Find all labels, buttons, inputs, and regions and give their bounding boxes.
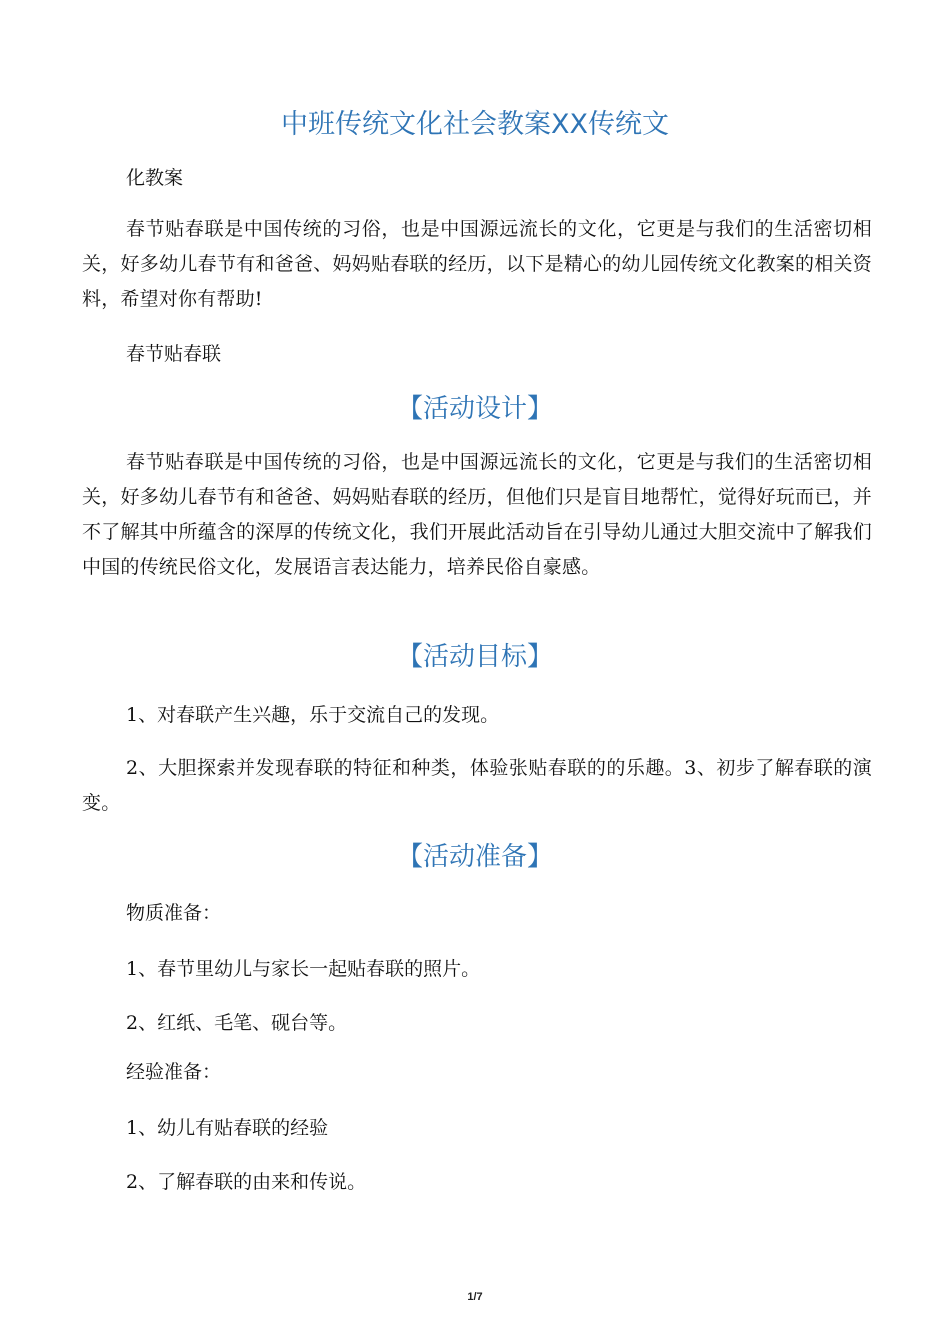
title-continuation: 化教案 bbox=[126, 167, 184, 189]
experience-prep-label: 经验准备： bbox=[126, 1061, 222, 1083]
goal-item-1: 1、对春联产生兴趣，乐于交流自己的发现。 bbox=[126, 704, 500, 726]
heading-activity-design: 【活动设计】 bbox=[396, 394, 553, 424]
material-item-2: 2、红纸、毛笔、砚台等。 bbox=[126, 1012, 348, 1034]
page-number: 1/7 bbox=[467, 1291, 483, 1303]
heading-activity-prep: 【活动准备】 bbox=[396, 842, 553, 872]
material-prep-label: 物质准备： bbox=[126, 902, 222, 924]
intro-paragraph: 春节贴春联是中国传统的习俗，也是中国源远流长的文化，它更是与我们的生活密切相关，好多幼儿春节有和爸爸、妈妈贴春联的经历，以下是精心的幼儿园传统文化教案的相关资料，希望对你有帮助! bbox=[82, 218, 872, 310]
experience-item-2: 2、了解春联的由来和传说。 bbox=[126, 1171, 367, 1193]
design-paragraph: 春节贴春联是中国传统的习俗，也是中国源远流长的文化，它更是与我们的生活密切相关，好多幼儿春节有和爸爸、妈妈贴春联的经历，但他们只是盲目地帮忙，觉得好玩而已，并不了解其中所蕴含的深厚的传统文化，我们开展此活动旨在引导幼儿通过大胆交流中了解我们中国的传统民俗文化，发展语言表达能力，培养民俗自豪感。 bbox=[82, 451, 872, 578]
document-title: 中班传统文化社会教案XX传统文 bbox=[281, 109, 669, 140]
material-item-1: 1、春节里幼儿与家长一起贴春联的照片。 bbox=[126, 958, 481, 980]
experience-item-1: 1、幼儿有贴春联的经验 bbox=[126, 1117, 329, 1139]
subtitle: 春节贴春联 bbox=[126, 343, 222, 365]
goal-item-2: 2、大胆探索并发现春联的特征和种类，体验张贴春联的的乐趣。3、初步了解春联的演变。 bbox=[82, 757, 872, 814]
heading-activity-goals: 【活动目标】 bbox=[396, 642, 553, 672]
